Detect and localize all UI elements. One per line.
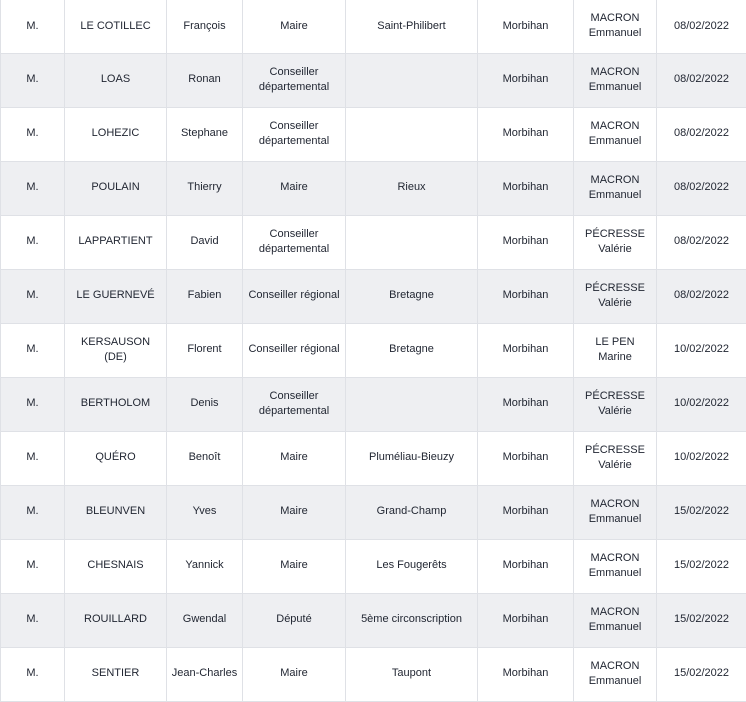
- table-row: [1, 323, 746, 377]
- mandate-cell: Conseiller régional: [243, 269, 346, 323]
- first-name-cell: Benoît: [167, 431, 243, 485]
- date-cell: 08/02/2022: [657, 0, 746, 53]
- date-cell: 08/02/2022: [657, 53, 746, 107]
- mandate-cell: Conseiller départemental: [243, 53, 346, 107]
- department-cell: Morbihan: [478, 485, 574, 539]
- place-cell: Taupont: [346, 647, 478, 701]
- mandate-cell: Maire: [243, 485, 346, 539]
- first-name-cell: Yannick: [167, 539, 243, 593]
- candidate-cell: MACRON Emmanuel: [574, 53, 657, 107]
- department-cell: Morbihan: [478, 161, 574, 215]
- last-name-cell: QUÉRO: [65, 431, 167, 485]
- table-row: [1, 0, 746, 53]
- department-cell: Morbihan: [478, 323, 574, 377]
- candidate-cell: LE PEN Marine: [574, 323, 657, 377]
- place-cell: Bretagne: [346, 269, 478, 323]
- civility-cell: M.: [1, 269, 65, 323]
- department-cell: Morbihan: [478, 431, 574, 485]
- department-cell: Morbihan: [478, 647, 574, 701]
- civility-cell: M.: [1, 0, 65, 53]
- department-cell: Morbihan: [478, 107, 574, 161]
- candidate-cell: PÉCRESSE Valérie: [574, 377, 657, 431]
- table-row: [1, 431, 746, 485]
- date-cell: 08/02/2022: [657, 107, 746, 161]
- place-cell: Pluméliau-Bieuzy: [346, 431, 478, 485]
- date-cell: 08/02/2022: [657, 269, 746, 323]
- first-name-cell: Jean-Charles: [167, 647, 243, 701]
- date-cell: 10/02/2022: [657, 431, 746, 485]
- place-cell: [346, 377, 478, 431]
- last-name-cell: BLEUNVEN: [65, 485, 167, 539]
- date-cell: 10/02/2022: [657, 377, 746, 431]
- mandate-cell: Conseiller départemental: [243, 377, 346, 431]
- first-name-cell: Fabien: [167, 269, 243, 323]
- first-name-cell: Florent: [167, 323, 243, 377]
- mandate-cell: Député: [243, 593, 346, 647]
- first-name-cell: Denis: [167, 377, 243, 431]
- first-name-cell: Yves: [167, 485, 243, 539]
- table-row: [1, 377, 746, 431]
- civility-cell: M.: [1, 647, 65, 701]
- last-name-cell: CHESNAIS: [65, 539, 167, 593]
- mandate-cell: Conseiller régional: [243, 323, 346, 377]
- place-cell: 5ème circonscription: [346, 593, 478, 647]
- civility-cell: M.: [1, 53, 65, 107]
- last-name-cell: LOHEZIC: [65, 107, 167, 161]
- place-cell: Bretagne: [346, 323, 478, 377]
- last-name-cell: KERSAUSON (DE): [65, 323, 167, 377]
- first-name-cell: Stephane: [167, 107, 243, 161]
- first-name-cell: François: [167, 0, 243, 53]
- place-cell: Saint-Philibert: [346, 0, 478, 53]
- civility-cell: M.: [1, 431, 65, 485]
- table-body: [1, 0, 746, 701]
- table-row: [1, 53, 746, 107]
- first-name-cell: Gwendal: [167, 593, 243, 647]
- mandate-cell: Maire: [243, 161, 346, 215]
- candidate-cell: PÉCRESSE Valérie: [574, 215, 657, 269]
- date-cell: 15/02/2022: [657, 647, 746, 701]
- last-name-cell: ROUILLARD: [65, 593, 167, 647]
- last-name-cell: LE GUERNEVÉ: [65, 269, 167, 323]
- table-row: [1, 485, 746, 539]
- date-cell: 10/02/2022: [657, 323, 746, 377]
- civility-cell: M.: [1, 485, 65, 539]
- table-row: [1, 593, 746, 647]
- civility-cell: M.: [1, 161, 65, 215]
- candidate-cell: MACRON Emmanuel: [574, 539, 657, 593]
- table-row: [1, 161, 746, 215]
- mandate-cell: Conseiller départemental: [243, 107, 346, 161]
- civility-cell: M.: [1, 323, 65, 377]
- candidate-cell: MACRON Emmanuel: [574, 593, 657, 647]
- mandate-cell: Conseiller départemental: [243, 215, 346, 269]
- mandate-cell: Maire: [243, 539, 346, 593]
- table-row: [1, 107, 746, 161]
- table-row: [1, 269, 746, 323]
- table-row: [1, 539, 746, 593]
- date-cell: 15/02/2022: [657, 593, 746, 647]
- civility-cell: M.: [1, 377, 65, 431]
- first-name-cell: Ronan: [167, 53, 243, 107]
- last-name-cell: LAPPARTIENT: [65, 215, 167, 269]
- civility-cell: M.: [1, 539, 65, 593]
- department-cell: Morbihan: [478, 269, 574, 323]
- candidate-cell: MACRON Emmanuel: [574, 107, 657, 161]
- last-name-cell: POULAIN: [65, 161, 167, 215]
- last-name-cell: BERTHOLOM: [65, 377, 167, 431]
- candidate-cell: MACRON Emmanuel: [574, 161, 657, 215]
- candidate-cell: MACRON Emmanuel: [574, 0, 657, 53]
- first-name-cell: Thierry: [167, 161, 243, 215]
- department-cell: Morbihan: [478, 593, 574, 647]
- table-row: [1, 215, 746, 269]
- place-cell: [346, 215, 478, 269]
- candidate-cell: MACRON Emmanuel: [574, 485, 657, 539]
- mandate-cell: Maire: [243, 0, 346, 53]
- department-cell: Morbihan: [478, 215, 574, 269]
- last-name-cell: SENTIER: [65, 647, 167, 701]
- last-name-cell: LE COTILLEC: [65, 0, 167, 53]
- mandate-cell: Maire: [243, 647, 346, 701]
- department-cell: Morbihan: [478, 0, 574, 53]
- candidate-cell: PÉCRESSE Valérie: [574, 431, 657, 485]
- department-cell: Morbihan: [478, 539, 574, 593]
- place-cell: Rieux: [346, 161, 478, 215]
- place-cell: Grand-Champ: [346, 485, 478, 539]
- last-name-cell: LOAS: [65, 53, 167, 107]
- place-cell: Les Fougerêts: [346, 539, 478, 593]
- mandate-cell: Maire: [243, 431, 346, 485]
- department-cell: Morbihan: [478, 377, 574, 431]
- civility-cell: M.: [1, 107, 65, 161]
- candidate-cell: PÉCRESSE Valérie: [574, 269, 657, 323]
- place-cell: [346, 107, 478, 161]
- date-cell: 08/02/2022: [657, 161, 746, 215]
- first-name-cell: David: [167, 215, 243, 269]
- date-cell: 15/02/2022: [657, 485, 746, 539]
- date-cell: 08/02/2022: [657, 215, 746, 269]
- civility-cell: M.: [1, 593, 65, 647]
- date-cell: 15/02/2022: [657, 539, 746, 593]
- department-cell: Morbihan: [478, 53, 574, 107]
- candidate-cell: MACRON Emmanuel: [574, 647, 657, 701]
- civility-cell: M.: [1, 215, 65, 269]
- place-cell: [346, 53, 478, 107]
- table-row: [1, 647, 746, 701]
